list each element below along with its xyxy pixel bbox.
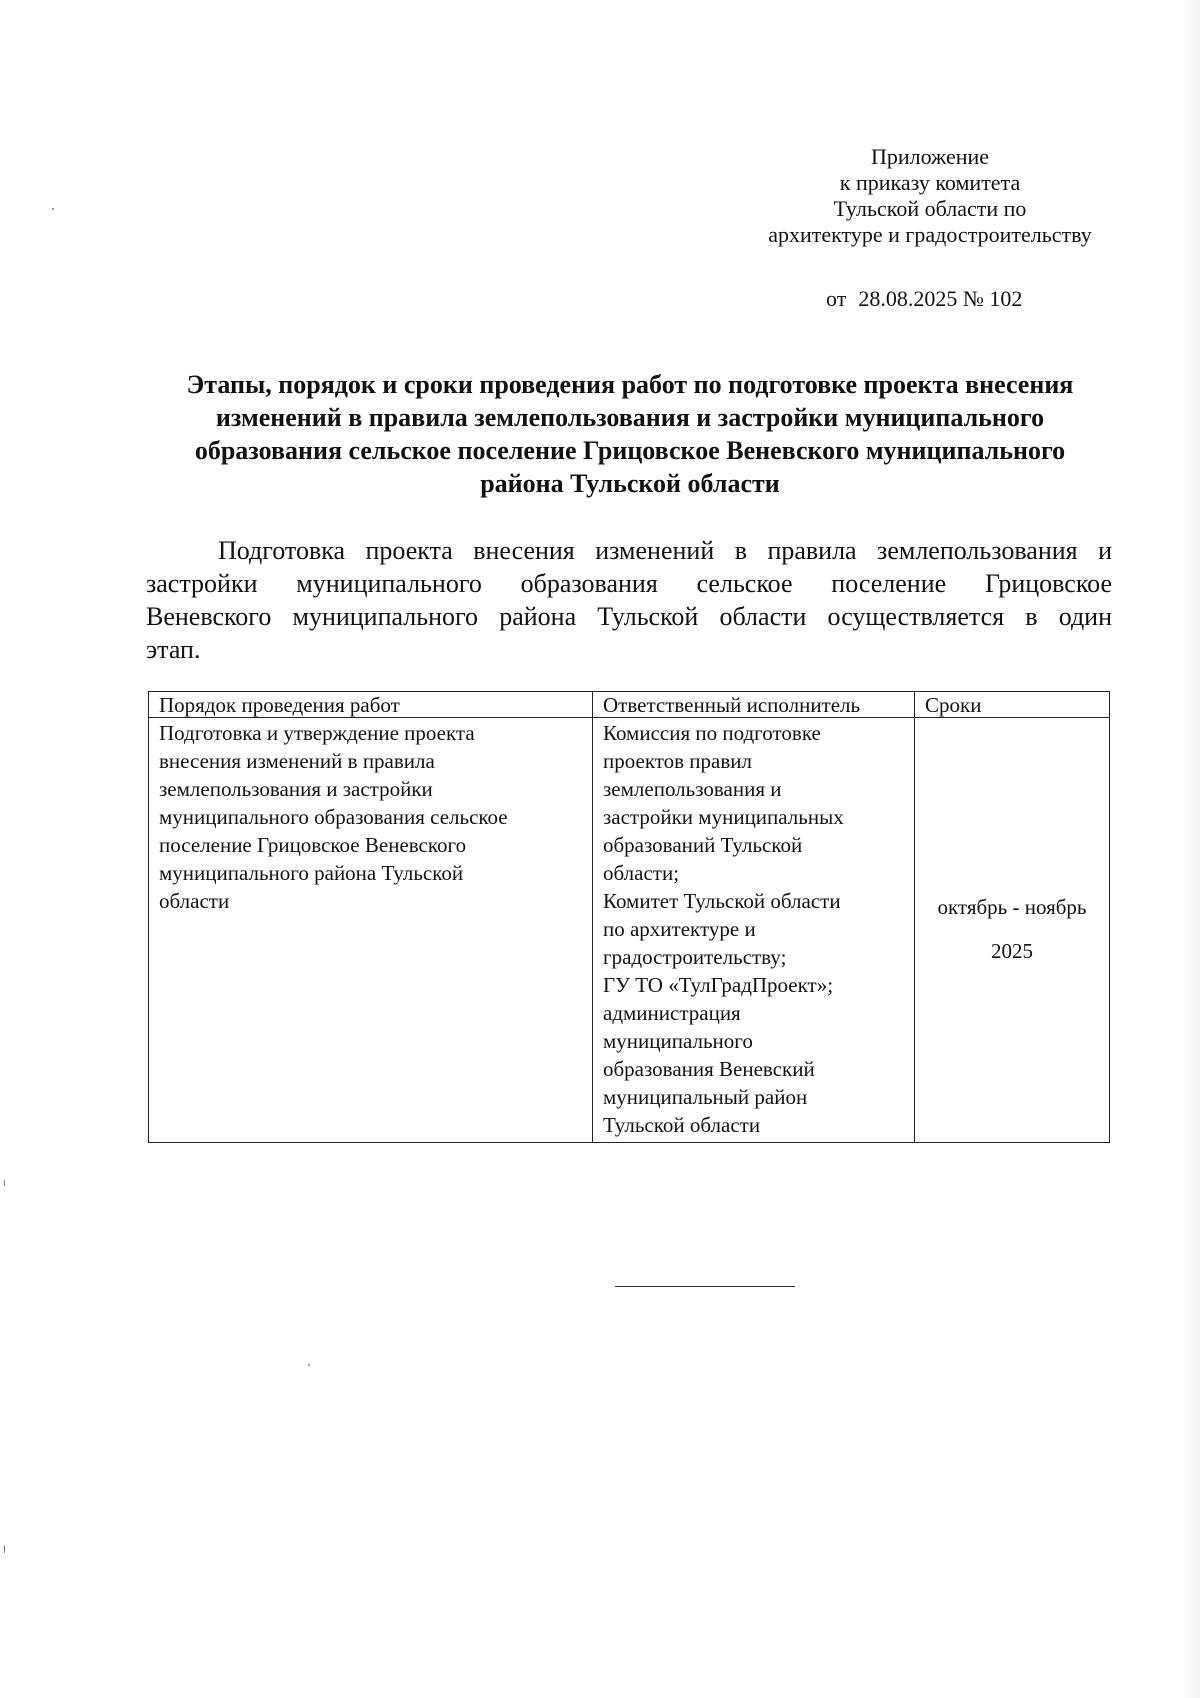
deadline-line: октябрь - ноябрь	[937, 895, 1087, 919]
title-line: изменений в правила землепользования и застройки муниципального	[215, 403, 1045, 432]
page-edge-shadow	[1182, 0, 1200, 1698]
executor-line: градостроительству;	[603, 945, 787, 969]
appendix-line: Приложение	[870, 144, 990, 169]
executor-line: ГУ ТО «ТулГрадПроект»;	[603, 973, 834, 997]
scan-speck	[308, 1364, 310, 1366]
procedure-line: внесения изменений в правила	[159, 749, 435, 773]
executor-line: муниципального	[603, 1029, 753, 1053]
executor-line: Комитет Тульской области	[603, 889, 841, 913]
document-title	[130, 368, 1130, 500]
appendix-line: архитектуре и градостроительству	[768, 222, 1092, 247]
procedure-line: поселение Грицовское Веневского	[159, 833, 467, 857]
title-line: образования сельское поселение Грицовское Веневского муниципального	[194, 436, 1066, 465]
executor-line: застройки муниципальных	[603, 805, 844, 829]
procedure-line: землепользования и застройки	[159, 777, 433, 801]
header-executor: Ответственный исполнитель	[593, 692, 915, 718]
executor-line: Тульской области	[603, 1113, 761, 1137]
procedure-line: муниципального образования сельское	[159, 805, 508, 829]
order-date: 28.08.2025	[858, 286, 958, 311]
appendix-line: Тульской области по	[833, 196, 1027, 221]
intro-line: Веневского муниципального района Тульской области осуществляется в один	[146, 602, 1112, 631]
works-table	[148, 691, 1110, 1143]
intro-line: Подготовка проекта внесения изменений в правила землепользования и	[218, 536, 1112, 565]
end-divider-line	[615, 1286, 795, 1287]
scan-speck	[4, 1180, 5, 1186]
scan-speck	[52, 208, 54, 210]
executor-line: образования Веневский	[603, 1057, 815, 1081]
procedure-cell	[149, 718, 593, 1143]
order-reference	[826, 286, 1022, 312]
executor-line: области;	[603, 861, 680, 885]
executor-line: проектов правил	[603, 749, 752, 773]
table-row	[149, 718, 1110, 1143]
executor-line: администрация	[603, 1001, 741, 1025]
intro-line: этап.	[146, 635, 201, 664]
intro-line: застройки муниципального образования сельское поселение Грицовское	[146, 569, 1112, 598]
order-number: № 102	[962, 286, 1023, 311]
order-prefix: от	[826, 286, 847, 311]
executor-line: землепользования и	[603, 777, 782, 801]
executor-line: по архитектуре и	[603, 917, 756, 941]
intro-paragraph	[146, 534, 1112, 666]
header-procedure: Порядок проведения работ	[149, 692, 593, 718]
executor-line: Комиссия по подготовке	[603, 721, 821, 745]
deadline-cell	[915, 718, 1110, 1143]
header-deadline: Сроки	[915, 692, 1110, 718]
procedure-line: области	[159, 889, 230, 913]
appendix-line: к приказу комитета	[839, 170, 1021, 195]
title-line: Этапы, порядок и сроки проведения работ по подготовке проекта внесения	[186, 370, 1074, 399]
appendix-header	[740, 144, 1120, 248]
executor-cell	[593, 718, 915, 1143]
executor-line: муниципальный район	[603, 1085, 808, 1109]
deadline-line: 2025	[991, 939, 1033, 963]
title-line: района Тульской области	[480, 469, 780, 498]
procedure-line: муниципального района Тульской	[159, 861, 464, 885]
procedure-line: Подготовка и утверждение проекта	[159, 721, 475, 745]
table-header-row	[149, 692, 1110, 718]
scan-speck	[4, 1545, 5, 1553]
executor-line: образований Тульской	[603, 833, 803, 857]
